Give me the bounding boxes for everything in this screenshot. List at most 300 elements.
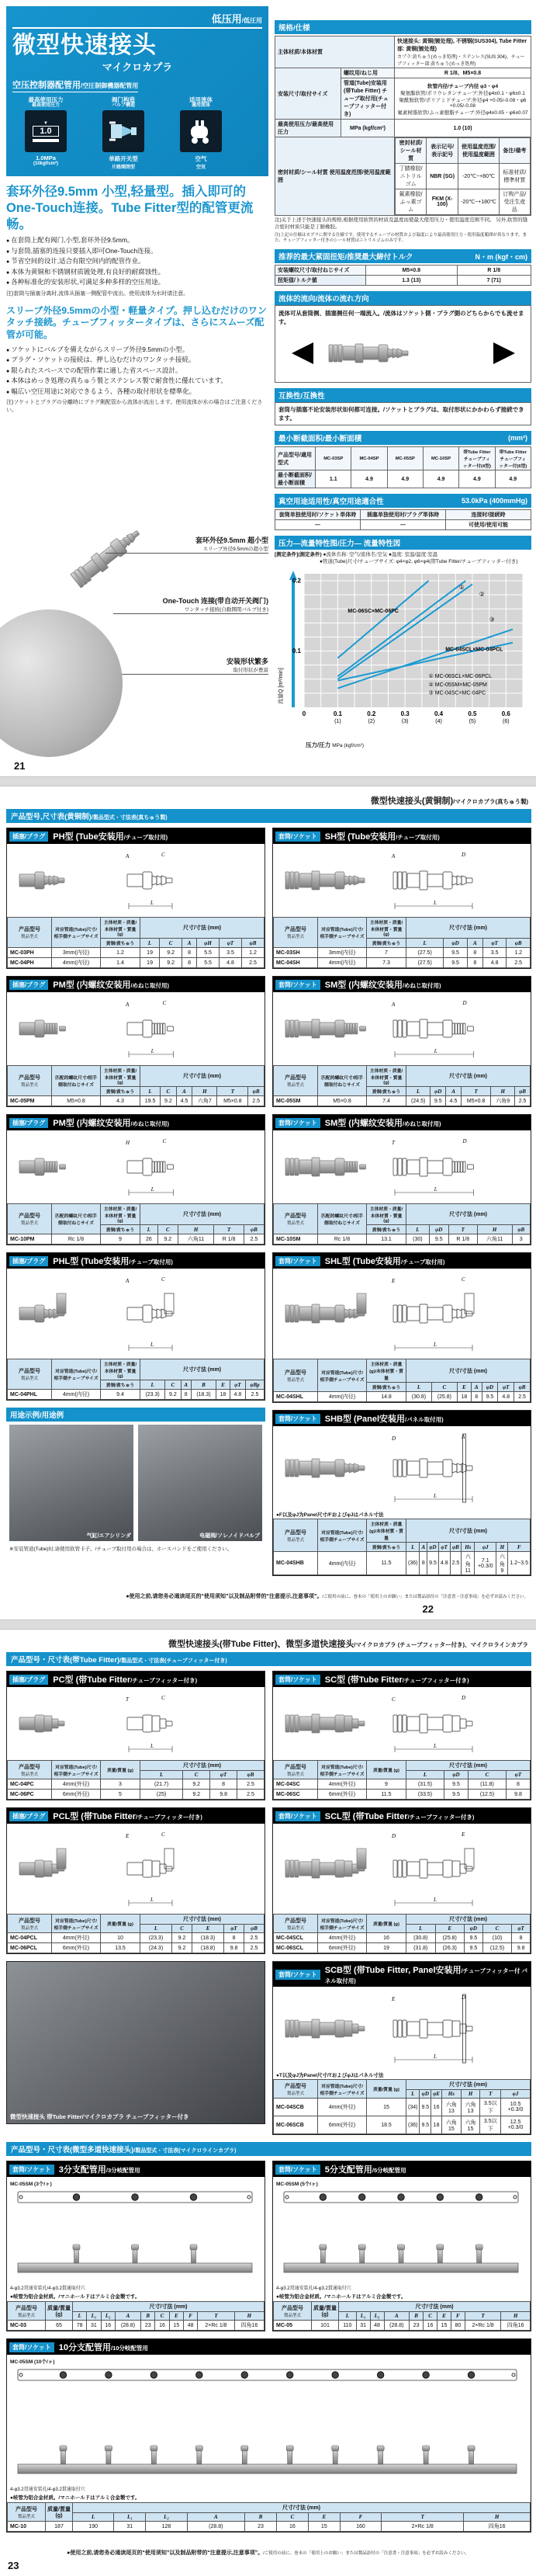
dimension-table: 产品型号 製品型式 对应管道(Tube)尺寸/相手側チューブサイズ 主体材质・质量/本体材質・質量(g) 尺寸/寸法 (mm) 黄铜/黄ちゅう L C A φH φT φB MC-03PH 3mm(内径) 1.2 19 9.2 8 5.5 3.5 1.2 MC-04PH 4mm(内径) 1.4 19 9.2 8 5.5 4.8 2.5	[7, 917, 265, 968]
svg-text:L: L	[150, 1897, 154, 1903]
air-compressor-icon	[180, 110, 222, 152]
pressure-flow-chart	[275, 568, 531, 749]
page-title: 微型快速接头	[12, 33, 157, 58]
product-photo-drawing	[282, 1137, 375, 1197]
manifold-title: 5分支配管用/5分岐配管用	[324, 2165, 406, 2175]
dimension-drawing	[390, 1993, 522, 2064]
table-row: MC-05SM M5×0.8 7.4 (24.5) 9.5 4.5 M5×0.8 六角9 2.5	[274, 1096, 531, 1106]
svg-text:D: D	[462, 1000, 467, 1006]
usage-note: ※安装管道(Tube)时,请使用软管卡子。/チューブ取付用の場合は、ホースバンドをご使用ください。	[9, 1547, 233, 1552]
svg-text:0.5: 0.5	[468, 710, 477, 717]
product-diagrams	[7, 1687, 265, 1760]
page-number: 21	[14, 760, 26, 772]
product-block-header	[273, 1672, 531, 1687]
table-row: MC-10PM Rc 1/8 9 26 9.2 六角11 R 1/8 2.5	[8, 1234, 265, 1245]
intro-bullets-jp	[6, 345, 268, 398]
page-number: 23	[8, 2560, 19, 2571]
product-block-header	[7, 977, 265, 992]
product-block-header	[273, 1115, 531, 1130]
tube-spec-line: 聚氨酯软管/ポリウレタンチューブ:外径φ4±0.1・φ6±0.1	[400, 90, 525, 96]
table-row: MC-03 65 78 31 16 (28.8) 23 16 15 48 2×Rc 1/8 四角16	[8, 2321, 265, 2331]
dimension-drawing	[124, 1693, 256, 1754]
manifold-hole-note: 4-φ3.2贯通安装孔/4-φ3.2貫通取付穴	[10, 2286, 85, 2291]
svg-text:C: C	[162, 1138, 166, 1144]
role-chip: 套筒/ソケット	[275, 1970, 320, 1980]
product-block-header	[273, 977, 531, 992]
section2-bar: 产品型号,尺寸表(黄铜制)/製品型式・寸法表(真ちゅう製)	[6, 809, 531, 823]
dimension-drawing	[390, 1830, 522, 1908]
page1-right-column	[275, 6, 531, 776]
intro-chinese	[6, 184, 268, 297]
section3-title: 微型快速接头(帯Tube Fitter)、微型多道快速接头/マイクロカプラ (チューブフィッター付き)、マイクロラインカプラ	[168, 1640, 528, 1649]
manifold-drawing	[10, 2365, 524, 2481]
product-block	[6, 1252, 265, 1401]
intro-note-jp: 注)ソケットとプラグの分離時にプラグ側配管から流体が流出します。使用流体が水の場合はご注意ください。	[6, 400, 263, 413]
table-row: MC-04SHB 4mm(内径) 11.5 (36) 8 9.5 4.8 2.5 六角11 7.1 +0.3/0 六角9 1.2~3.5	[274, 1552, 531, 1575]
product-block-header	[7, 1115, 265, 1130]
manifold-table: 产品型号 製品型式 质量/質量 (g) 尺寸/寸法 (mm) L L₁ L₂ A B C E F T H MC-03 65 78 31 16 (28.8) 23 16 15 48 2×Rc 1/8 四角16	[7, 2301, 265, 2331]
table-row: MC-06SCL 6mm(外径) 19 (31.8) (26.3) 9.5 (12.5) 9.8	[274, 1943, 531, 1953]
manifold-column	[6, 2161, 265, 2338]
intro-bullet: ● ソケットにバルブを備えながらスリーブ外径9.5mmの小型。	[6, 345, 268, 356]
hero-photo-area	[6, 418, 268, 757]
intro-bullet: ● 在套筒上配有阀门,小型,套环外径9.5mm。	[6, 235, 268, 246]
product-diagrams	[273, 844, 531, 917]
svg-text:L: L	[150, 1743, 154, 1749]
svg-text:0.2: 0.2	[367, 710, 376, 717]
catalog-page-23	[0, 1630, 536, 2576]
svg-text:0.6: 0.6	[501, 710, 510, 717]
role-chip: 插塞/プラグ	[9, 1118, 48, 1128]
product-diagrams	[273, 1130, 531, 1203]
photo-callout: One-Touch 连接(带自动开关阀门) ワンタッチ接続(自動開閉バルブ付き)	[113, 595, 268, 614]
table-row: MC-10SM Rc 1/8 13.1 (30) 9.5 R 1/8 六角11 3	[274, 1234, 531, 1245]
svg-text:③ MC-04SC×MC-04PC: ③ MC-04SC×MC-04PC	[428, 690, 486, 696]
svg-text:D: D	[461, 1695, 465, 1701]
role-chip: 套筒/ソケット	[275, 980, 320, 990]
dimension-table: 产品型号 製品型式 匹配的螺纹尺寸/相手側取付ねじサイズ 主体材质・质量/本体材質・質量(g) 尺寸/寸法 (mm) 黄铜/黄ちゅう L C H T φB MC-10PM Rc 1/8 9 26 9.2 六角11 R 1/8 2.5	[7, 1203, 265, 1245]
svg-text:L: L	[433, 900, 437, 906]
svg-text:C: C	[162, 1000, 166, 1006]
section3-left-column	[6, 1671, 265, 2131]
svg-text:A: A	[125, 1002, 129, 1008]
product-block	[272, 1961, 531, 2135]
role-chip: 套筒/ソケット	[275, 831, 320, 842]
application-photo: 微型快速接头 帯Tube Fitter/マイクロカプラ チューブフィッター付き	[7, 1962, 265, 2123]
product-block-header	[7, 1672, 265, 1687]
dimension-table: 产品型号 製品型式 匹配的螺纹尺寸/相手側取付ねじサイズ 主体材质・质量/本体材質・質量(g) 尺寸/寸法 (mm) 黄铜/黄ちゅう L C A H T φB MC-05PM M5×0.8 4.3 19.5 9.2 4.5 六角7 M5×0.8 2.5	[7, 1065, 265, 1106]
svg-text:(3): (3)	[401, 718, 409, 724]
product-block-header	[273, 1962, 531, 1987]
svg-text:D: D	[461, 1994, 465, 2001]
tube-spec-line: 氟素树脂软管/ふっ素樹脂チューブ:外径φ4±0.05・φ6±0.07	[397, 109, 528, 116]
chart-x-label: 压力/圧力 MPa (kgf/cm²)	[306, 741, 364, 748]
svg-text:E: E	[391, 1996, 395, 2002]
minarea-section-bar: 最小断截面积/最小断面積 (mm²)	[275, 431, 531, 445]
manifold-callout: MC-05SM (3个/ヶ)	[10, 2182, 52, 2187]
role-chip: 插塞/プラグ	[9, 831, 48, 842]
product-block	[6, 1807, 265, 1954]
product-type-title: PH型 (Tube安装用/チューブ取付用)	[53, 832, 168, 842]
product-type-title: SH型 (Tube安装用/チューブ取付用)	[324, 832, 440, 842]
role-chip: 套筒/ソケット	[275, 1811, 320, 1821]
dimension-drawing	[390, 1432, 522, 1504]
svg-text:0: 0	[302, 710, 306, 717]
svg-text:T: T	[125, 1696, 129, 1703]
table-row: MC-04SH 4mm(内径) 7.3 (27.5) 9.5 8 4.8 2.5	[274, 958, 531, 968]
page2-footnote: ●使用之前,请您务必通读尾页的“使用须知”以及制品附带的“注意提示,注意事项”。/ご使用の前に、巻末の「使用上のお願い」または製品添付の「注意書・注意事項」を必ずお読みください。	[126, 1594, 528, 1599]
manifold-table: 产品型号 製品型式 质量/質量 (g) 尺寸/寸法 (mm) L L₁ L₂ A B C E F T H MC-05 101 110 31 48 (28.8) 23 16 15 80 2×Rc 1/8 四角16	[273, 2301, 531, 2331]
spec-icon-tiles	[12, 97, 262, 171]
svg-text:A: A	[391, 853, 395, 859]
svg-text:A: A	[125, 1278, 129, 1284]
manifold-drawing	[10, 2187, 260, 2280]
table-row: MC-03SH 3mm(内径) 7 (27.5) 9.5 8 3.5 1.2	[274, 948, 531, 958]
dimension-table: 产品型号 製品型式 对应管道(Tube)尺寸/相手側チューブサイズ 质量/質量 (g) 尺寸/寸法 (mm) L φD φE Hs H T φJ MC-04SCB 4mm(外径) 15 (34) 9.5 16 六角13 六角13 3.5以下 10.5 +0.3/0 MC-06SCB 6mm(外径) 18.5 (36) 9.5 18 六角15 六角15 3.5以下 12.5 +0.3/0	[273, 2079, 531, 2134]
product-type-title: SM型 (内螺纹安装用/めねじ取付用)	[324, 981, 441, 990]
svg-text:②: ②	[479, 590, 485, 598]
usage-examples-bar: 用途示例/用途例	[6, 1408, 265, 1422]
product-block-header	[273, 1253, 531, 1269]
product-block	[272, 1252, 531, 1403]
manifold-material-note: ●岐管为铝合金材质。/マニホールドはアルミ合金製です。	[10, 2495, 140, 2501]
usage-example-photo: 电磁阀/ソレノイドバルブ	[138, 1425, 262, 1541]
product-block	[6, 1114, 265, 1245]
table-row: MC-04SHL 4mm(内径) 14.8 (30.8) (25.8) 18 8 9.5 4.8 2.5	[274, 1392, 531, 1402]
product-block	[272, 1114, 531, 1245]
svg-text:T: T	[391, 1140, 395, 1146]
svg-text:L: L	[150, 1048, 154, 1054]
svg-text:0.1: 0.1	[292, 647, 301, 654]
table-row: MC-04SCL 4mm(外径) 16 (30.8) (25.8) 9.5 (10) 8	[274, 1933, 531, 1943]
table-row: 安装螺纹尺寸/取付ねじサイズ M5×0.8 R 1/8	[275, 266, 531, 276]
table-row: MC-04PHL 4mm(内径) 9.4 (23.3) 9.2 8 (18.3) 18 4.8 2.5	[8, 1390, 265, 1400]
table-row: 扭矩值/トルク値 1.3 (13) 7 (71)	[275, 276, 531, 286]
svg-text:E: E	[125, 1833, 129, 1839]
role-chip: 套筒/ソケット	[275, 1675, 320, 1685]
manifold-title: 10分支配管用/10分岐配管用	[58, 2343, 148, 2352]
dimension-table: 产品型号 製品型式 对应管道(Tube)尺寸/相手側チューブサイズ 质量/質量 (g) 尺寸/寸法 (mm) L C E φT φB MC-04PCL 4mm(外径) 10 (23.3) 9.2 (18.3) 8 2.5 MC-06PCL 6mm(外径) 13.5 (24.3) 9.2 (18.8) 9.8 2.5	[7, 1914, 265, 1953]
svg-text:C: C	[161, 1276, 165, 1283]
manifold-material-note: ●岐管为铝合金材质。/マニホールドはアルミ合金製です。	[10, 2294, 140, 2300]
compat-text: 套筒与插塞不论安装形状如何都可连接。/ソケットとプラグは、取付形状にかかわらず接続できます。	[275, 402, 531, 425]
seal-material-table: 密封材质/シール材質 表示记号/表示記号 使用温度范围/使用温度範囲 备注/備考 丁腈橡胶/ニトリルゴム NBR (SG) -20℃~+80℃ 标准材质/標準材質 氟素橡胶/ふっ素ゴム FKM (X-100) -20℃~+180℃ 订购产品/受注生産品	[395, 137, 531, 215]
manifold-title: 3分支配管用/3分岐配管用	[58, 2165, 140, 2175]
table-row: MC-05 101 110 31 48 (28.8) 23 16 15 80 2×Rc 1/8 四角16	[274, 2321, 531, 2331]
product-block	[6, 1671, 265, 1800]
page3-footnote: ●使用之前,请您务必通读尾页的“使用须知”以及制品附带的“注意提示,注意事项”。/ご使用の前に、巻末の「使用上のお願い」または製品添付の「注意書・注意事項」を必ずお読みください。	[67, 2550, 469, 2556]
manifold-drawing	[276, 2187, 526, 2280]
product-block	[272, 1410, 531, 1576]
dimension-drawing	[390, 1693, 522, 1754]
svg-text:L: L	[433, 1743, 437, 1749]
product-block-header	[7, 1253, 265, 1269]
product-diagrams	[7, 1269, 265, 1359]
svg-text:D: D	[391, 1436, 396, 1442]
product-diagrams	[273, 1824, 531, 1914]
product-diagrams	[273, 992, 531, 1065]
svg-text:L: L	[433, 1342, 437, 1348]
intro-bullet: ● 本体はめっき処理の真ちゅう製とステンレス製で耐食性に優れています。	[6, 376, 268, 387]
table-row: MC-04PH 4mm(内径) 1.4 19 9.2 8 5.5 4.8 2.5	[8, 958, 265, 968]
product-type-title: PC型 (帯Tube Fitter/チューブフィッター付き)	[53, 1675, 198, 1685]
product-type-title: SC型 (帯Tube Fitter/チューブフィッター付き)	[324, 1675, 469, 1685]
svg-text:L: L	[434, 1048, 437, 1054]
dimension-drawing	[124, 1275, 256, 1352]
svg-text:①: ①	[458, 583, 465, 591]
table-row: 丁腈橡胶/ニトリルゴム NBR (SG) -20℃~+80℃ 标准材质/標準材質	[396, 164, 531, 189]
svg-text:D: D	[391, 1833, 396, 1839]
table-row: 产品型号/適用型式 MC-03SP MC-04SP MC-05SP MC-10SP 帯Tube Fitter チューブフィッター付(4型) 帯Tube Fitter チューブフィッター付(6型)	[275, 447, 531, 470]
product-diagrams	[7, 844, 265, 917]
table-row: MC-04PC 4mm(外径) 3 (21.7) 9.2 8 2.5	[8, 1779, 265, 1790]
intro-heading-cn: 套环外径9.5mm 小型,轻量型。插入即可的One-Touch连接。Tube Fitter型的配管更流畅。	[6, 185, 254, 231]
svg-text:A: A	[391, 1002, 395, 1008]
torque-section-bar: 推荐的最大紧固扭矩/推奨最大締付トルク N・m (kgf・cm)	[275, 249, 531, 263]
chart-conditions: [测定条件](測定条件) ●流体名称: 空气/流体名:空気 ●温度: 室温/温度:室温 ●管道(Tube)尺寸/チューブサイズ: φ4×φ2, φ6×φ4(帯Tube Fitter/チューブフィッター付き)	[275, 552, 518, 565]
role-chip: 插塞/プラグ	[9, 1811, 48, 1821]
svg-text:MC-06SC×MC-06PC: MC-06SC×MC-06PC	[348, 608, 399, 614]
product-block	[272, 1671, 531, 1800]
svg-text:(2): (2)	[368, 718, 375, 724]
photo-callout: 套环外径9.5mm 超小型 スリーブ外径9.5mmの超小型	[105, 535, 268, 554]
intro-heading-jp: スリーブ外径9.5mmの小型・軽量タイプ。押し込むだけのワンタッチ接続。チューブフィッタータイプは、さらにスムーズ配管が可能。	[6, 304, 267, 340]
intro-bullet: ● 节省空间的设计,适合有限空间内的配管作业。	[6, 256, 268, 267]
product-block-header	[7, 1808, 265, 1824]
product-block	[272, 1807, 531, 1954]
table-row: MC-06PCL 6mm(外径) 13.5 (24.3) 9.2 (18.8) 9.8 2.5	[8, 1943, 265, 1953]
role-chip: 套筒/ソケット	[9, 2165, 54, 2175]
flow-direction-image	[287, 328, 520, 379]
svg-text:MC-04SCL×MC-04PCL: MC-04SCL×MC-04PCL	[445, 647, 503, 653]
manifold-table: 产品型号 製品型式 质量/質量 (g) 尺寸/寸法 (mm) L L₁ L₂ A B C E F T H MC-10 187 190 31 128 (28.8) 23 16 15 160 2×Rc 1/8 四角16	[7, 2502, 531, 2532]
svg-text:D: D	[462, 1138, 467, 1144]
dimension-table: 产品型号 製品型式 对应管道(Tube)尺寸/相手側チューブサイズ 主体材质・质量(g)/本体材質・質量 尺寸/寸法 (mm) 黄铜/黄ちゅう L A φD φT φB Hs φJ H F MC-04SHB 4mm(内径) 11.5 (36) 8 9.5 4.8 2.5 六角11 7.1 +0.3/0 六角9 1.2~3.5	[273, 1519, 531, 1575]
page1-left-column	[6, 6, 268, 776]
svg-text:C: C	[461, 1276, 465, 1283]
product-photo-drawing	[282, 1993, 375, 2064]
product-block-header	[7, 828, 265, 844]
role-chip: 套筒/ソケット	[275, 1256, 320, 1266]
product-block-header	[273, 828, 531, 844]
page-subtitle: マイクロカプラ	[102, 61, 173, 73]
svg-text:C: C	[161, 1831, 165, 1838]
table-row: 套筒单独使用时/ソケット単体時 插塞单独使用时/プラグ単体時 连接时/接続時	[275, 510, 531, 520]
role-chip: 插塞/プラグ	[9, 1256, 48, 1266]
intro-bullet: ● 各种标准化的安装形状,可满足多种多样的空压用途。	[6, 277, 268, 288]
product-type-title: SM型 (内螺纹安装用/めねじ取付用)	[324, 1119, 441, 1128]
panel-dim-note: ●F以及φJ为Panel尺寸/FおよびφJはパネル寸法	[276, 1512, 384, 1518]
intro-bullet: ● プラグ・ソケットの接続は、押し込むだけのワンタッチ接続。	[6, 355, 268, 366]
product-diagrams	[7, 1824, 265, 1914]
manifold-block	[6, 2338, 531, 2533]
dimension-table: 产品型号 製品型式 匹配的螺纹尺寸/相手側取付ねじサイズ 主体材质・质量/本体材質・質量(g) 尺寸/寸法 (mm) 黄铜/黄ちゅう L φD A T H φB MC-05SM M5×0.8 7.4 (24.5) 9.5 4.5 M5×0.8 六角9 2.5	[273, 1065, 531, 1106]
product-photo-drawing	[282, 1830, 375, 1908]
dimension-drawing	[390, 850, 522, 911]
tube-spec-line: 软管内径/チューブ内径 φ3・φ4	[427, 83, 499, 89]
photo-callout: 安装形状繁多 取付形状が豊富	[121, 656, 268, 675]
product-photo-drawing	[282, 850, 375, 911]
specs-section-bar: 规格/仕様	[275, 20, 531, 34]
role-chip: 套筒/ソケット	[275, 2165, 320, 2175]
chart-section-bar: 压力—流量特性图/圧力— 流量特性図	[275, 536, 531, 550]
panel-dim-note: ●T以及φJ为Panel尺寸/TおよびφJはパネル寸法	[276, 2073, 384, 2078]
product-block	[272, 976, 531, 1107]
pressure-icon: ▼ 1.0	[25, 110, 67, 152]
product-type-title: PM型 (内螺纹安装用/めねじ取付用)	[53, 981, 170, 990]
spec-note-2: 注)上記の仕様はカプラに関する仕様です。使用するチューブの材質および温度により最高使用圧力・使用温度範囲が異なります。また、チューブフィッター付きのシール材質はニトリルゴムのみです。	[275, 232, 527, 243]
svg-text:(1): (1)	[334, 718, 341, 724]
table-row: MC-04SC 4mm(外径) 9 (31.5) 9.5 (11.8) 8	[274, 1779, 531, 1790]
usage-examples-block	[6, 1408, 265, 1553]
product-type-title: PHL型 (Tube安装用/チューブ取付用)	[53, 1257, 173, 1266]
vacuum-section-bar: 真空用途适用性/真空用途適合性 53.0kPa (400mmHg)	[275, 494, 531, 508]
product-type-title: SCL型 (帯Tube Fitter/チューブフィッター付き)	[324, 1812, 475, 1821]
svg-text:0.1: 0.1	[333, 710, 342, 717]
spec-tile: 适用流体 適用流体 空气 空気	[168, 97, 234, 171]
svg-text:E: E	[391, 1278, 395, 1284]
svg-text:H: H	[125, 1140, 130, 1146]
page-number: 22	[422, 1603, 434, 1615]
table-row: MC-03PH 3mm(内径) 1.2 19 9.2 8 5.5 3.5 1.2	[8, 948, 265, 958]
dimension-drawing	[390, 1275, 522, 1352]
intro-bullet: ● 与套筒,插塞的连接只要插入即可One-Touch连接。	[6, 246, 268, 257]
tube-spec-line: 聚酰胺软管/ポリアミドチューブ:外径φ4 +0.05/-0.08・φ6 +0.05/-0.08	[399, 97, 527, 109]
role-chip: 套筒/ソケット	[275, 1118, 320, 1128]
header-rule	[12, 27, 262, 29]
svg-text:L: L	[150, 1186, 154, 1193]
spec-note-1: 注)关于上述于快速接头的规格,根据使用软管的材质及温度而使最大使用压力・使用温度范围不同。 另外,软管的缝合密封材质只能是丁腈橡胶。	[275, 217, 528, 230]
product-photo-drawing	[282, 1275, 375, 1352]
table-row: MC-04PCL 4mm(外径) 10 (23.3) 9.2 (18.3) 8 2.5	[8, 1933, 265, 1943]
product-photo-drawing	[16, 1137, 109, 1197]
dimension-table: 产品型号 製品型式 对应管道(Tube)尺寸/相手側チューブサイズ 质量/質量 (g) 尺寸/寸法 (mm) L C φT φB MC-04PC 4mm(外径) 3 (21.7) 9.2 8 2.5 MC-06PC 6mm(外径) 5 (25) 9.2 9.8 2.5	[7, 1760, 265, 1800]
manifold-callout: MC-05SM (5个/ヶ)	[276, 2182, 318, 2187]
manifold-bar: 产品型号・尺寸表(微型多道快速接头)/製品型式・寸法表(マイクロラインカプラ)	[6, 2142, 531, 2156]
intro-bullet: ● 幅広い空圧用途に対応できるよう、各種の取付形状を標準化。	[6, 387, 268, 398]
manifold-columns	[0, 2156, 536, 2338]
dimension-drawing	[390, 1137, 522, 1197]
compat-section-bar: 互换性/互換性	[275, 388, 531, 402]
product-photo-drawing	[16, 998, 109, 1059]
dimension-table: 产品型号 製品型式 对应管道(Tube)尺寸/相手側チューブサイズ 主体材质・质量/本体材質・質量(g) 尺寸/寸法 (mm) 黄铜/黄ちゅう L φD A φT φB MC-03SH 3mm(内径) 7 (27.5) 9.5 8 3.5 1.2 MC-04SH 4mm(内径) 7.3 (27.5) 9.5 8 4.8 2.5	[273, 917, 531, 968]
flow-section-bar: 流体的流向/流体の流れ方向	[275, 291, 531, 305]
manifold-block	[6, 2161, 265, 2331]
svg-text:0.4: 0.4	[434, 710, 444, 717]
product-photo-drawing	[16, 1693, 109, 1754]
table-row: MC-06SC 6mm(外径) 11.5 (33.5) 9.5 (12.5) 9.8	[274, 1790, 531, 1800]
svg-text:(5): (5)	[469, 718, 476, 724]
product-diagrams	[273, 1987, 531, 2071]
svg-text:L: L	[433, 2054, 437, 2060]
svg-text:E: E	[461, 1831, 465, 1838]
dimension-table: 产品型号 製品型式 对应管道(Tube)尺寸/相手側チューブサイズ 质量/質量 (g) 尺寸/寸法 (mm) L φD C φT MC-04SC 4mm(外径) 9 (31.5) 9.5 (11.8) 8 MC-06SC 6mm(外径) 11.5 (33.5) 9.5 (12.5) 9.8	[273, 1760, 531, 1800]
svg-text:L: L	[150, 1342, 154, 1348]
svg-text:C: C	[391, 1696, 396, 1703]
table-row: 氟素橡胶/ふっ素ゴム FKM (X-100) -20℃~+180℃ 订购产品/受注生産品	[396, 189, 531, 215]
dimension-drawing	[124, 1830, 256, 1908]
svg-text:C: C	[161, 1695, 165, 1701]
role-chip: 套筒/ソケット	[9, 2342, 54, 2352]
product-diagrams	[7, 992, 265, 1065]
table-row: MC-05PM M5×0.8 4.3 19.5 9.2 4.5 六角7 M5×0.8 2.5	[8, 1096, 265, 1106]
manifold-hole-note: 4-φ3.2贯通安装孔/4-φ3.2貫通取付穴	[10, 2487, 85, 2492]
product-block-header	[273, 1808, 531, 1824]
section3-bar: 产品型号・尺寸表(帯Tube Fitter)/製品型式・寸法表(チューブフィッター付き)	[6, 1652, 531, 1666]
table-row: — — 可使用/使用可能	[275, 520, 531, 530]
table-row: MC-10 187 190 31 128 (28.8) 23 16 15 160 2×Rc 1/8 四角16	[8, 2522, 531, 2532]
usage-example-photo: 气缸/エアシリンダ	[9, 1425, 133, 1541]
intro-bullet: ● 本体为黄铜和不锈钢材质镀处理,有良好的耐腐蚀性。	[6, 267, 268, 278]
intro-note-cn: 注)套筒与插塞分离时,流体从插塞一侧配管中流出。使用流体为水时请注意。	[6, 290, 189, 297]
section2-left-column	[6, 828, 265, 1560]
manifold-callout: MC-05SM (10个/ヶ)	[10, 2359, 55, 2365]
product-photo-drawing	[16, 1275, 109, 1352]
application-line: 空压控制器配管用/空圧制御機器配管用	[12, 78, 138, 92]
manifold-material-note: ●岐管为铝合金材质。/マニホールドはアルミ合金製です。	[276, 2294, 406, 2300]
svg-text:L: L	[150, 900, 154, 906]
valve-icon	[102, 110, 144, 152]
flow-direction-box	[275, 305, 531, 383]
svg-text:③: ③	[489, 616, 495, 623]
page-separator	[0, 776, 536, 786]
catalog-page-22	[0, 786, 536, 1620]
svg-text:0.3: 0.3	[400, 710, 410, 717]
table-row: 最小断截面积/最小断面積 1.1 4.9 4.9 4.9 4.9 4.9	[275, 470, 531, 488]
product-type-title: SHB型 (Panel安装用/パネル取付用)	[324, 1415, 444, 1424]
spec-tile: 最高使用压力 最高使用圧力 ▼ 1.0 1.0MPa (10kgf/cm²)	[12, 97, 79, 171]
dimension-table: 产品型号 製品型式 匹配的螺纹尺寸/相手側取付ねじサイズ 主体材质・质量/本体材質・質量(g) 尺寸/寸法 (mm) 黄铜/黄ちゅう L φD T H φB MC-10SM Rc 1/8 13.1 (30) 9.5 R 1/8 六角11 3	[273, 1203, 531, 1245]
dimension-drawing	[124, 998, 256, 1059]
intro-bullets-cn	[6, 235, 268, 288]
svg-text:(6): (6)	[503, 718, 510, 724]
product-diagrams	[273, 1687, 531, 1760]
dimension-drawing	[390, 998, 522, 1059]
product-photo-drawing	[282, 1693, 375, 1754]
product-type-title: SCB型 (帯Tube Fitter, Panel安装用/チューブフィッター付 パネル取付用)	[324, 1966, 528, 1984]
spec-tile: 阀门构造 バルブ構造 单路开关型 片路開閉型	[90, 97, 157, 171]
svg-text:① MC-06SCL×MC-06PCL: ① MC-06SCL×MC-06PCL	[428, 673, 493, 679]
svg-text:L: L	[433, 1493, 437, 1499]
intro-bullet: ● 限られたスペースでの配管作業に適した省スペース設計。	[6, 366, 268, 377]
svg-text:A: A	[461, 1434, 465, 1440]
svg-text:D: D	[461, 852, 465, 858]
svg-text:A: A	[125, 853, 129, 859]
flow-text: 流体可从套筒侧、插塞侧任何一端流入。/流体はソケット側・プラグ側のどちらからでも流せます。	[278, 310, 524, 326]
product-photo-drawing	[282, 998, 375, 1059]
role-chip: 插塞/プラグ	[9, 1675, 48, 1685]
role-chip: 套筒/ソケット	[275, 1414, 320, 1424]
product-diagrams	[7, 1130, 265, 1203]
specs-table: 主体材质/本体材質 快速接头: 黄铜(镀处理), 不锈钢(SUS304), Tube Fitter 部: 黄铜(镀处理) カプラ:黄ちゅう(めっき処理)・ステンレス(SUS 304)、チューブフィッター部:黄ちゅう(めっき処理) 安装尺寸/取付サイズ 螺纹用/ねじ用 R 1/8、M5×0.8 管道(Tube)安装用(帯Tube Fitter) チューブ取付用(チューブフィッター付き) 软管内径/チューブ内径 φ3・φ4 聚氨酯软管/ポリウレタンチューブ:外径φ4±0.1・φ6±0.1 聚酰胺软管/ポリアミドチューブ:外径φ4 +0.05/-0.08・φ6 +0.05/-0.08 氟素树脂软管/ふっ素樹脂チューブ:外径φ4±0.05・φ6±0.07 最高使用压力/最高使用圧力 MPa (kgf/cm²) 1.0 (10) 密封材质/シール材質 使用温度范围/使用温度範囲 密封材质/シール材質 表示记号/表示記号 使用温度范围/使用温度範囲 备注/備考 丁腈橡胶/ニトリルゴム NBR (SG) -20℃~+80℃ 标准材质/標準材質 氟素橡胶/ふっ素ゴム FKM (X-100) -20℃~+180℃ 订购产品/受注生産品	[275, 36, 531, 216]
product-block-header	[273, 1411, 531, 1426]
product-photo-drawing	[16, 1830, 109, 1908]
table-row: MC-06PC 6mm(外径) 5 (25) 9.2 9.8 2.5	[8, 1790, 265, 1800]
dimension-drawing	[124, 850, 256, 911]
min-area-table	[275, 446, 531, 488]
product-block	[6, 828, 265, 969]
svg-text:L: L	[434, 1186, 437, 1193]
dimension-drawing	[124, 1137, 256, 1197]
torque-table	[275, 265, 531, 286]
manifold-column	[272, 2161, 531, 2338]
manifold-block	[272, 2161, 531, 2331]
low-pressure-badge: 低压用/低圧用	[211, 13, 262, 25]
product-block	[272, 828, 531, 969]
manifold-hole-note: 4-φ3.2贯通安装孔/4-φ3.2貫通取付穴	[276, 2286, 351, 2291]
svg-text:流量Q [m³/min]: 流量Q [m³/min]	[278, 667, 284, 704]
product-photo-drawing	[16, 850, 109, 911]
